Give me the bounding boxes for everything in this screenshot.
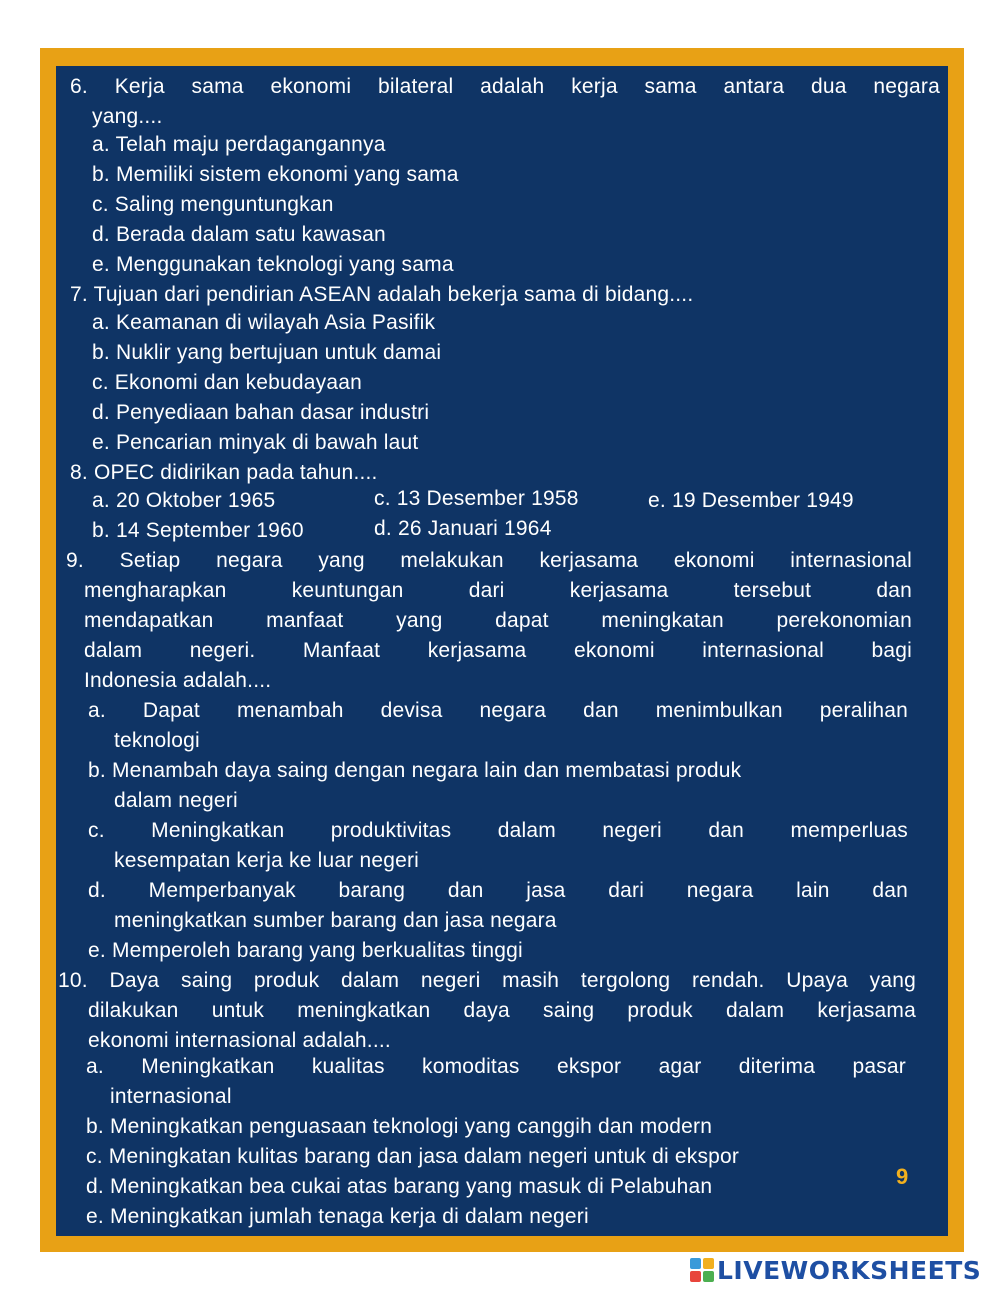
q10-stem-line3: ekonomi internasional adalah.... [88, 1029, 391, 1052]
q10-option-e: e. Meningkatkan jumlah tenaga kerja di dalam negeri [86, 1205, 589, 1228]
q6-option-c: c. Saling menguntungkan [92, 193, 334, 216]
q8-option-c: c. 13 Desember 1958 [374, 487, 579, 510]
q9-stem-line1: 9. Setiap negara yang melakukan kerjasama ekonomi internasional [66, 549, 912, 572]
q10-option-a-line1: a. Meningkatkan kualitas komoditas ekspor agar diterima pasar [86, 1055, 906, 1078]
q10-option-a-line2: internasional [110, 1085, 232, 1108]
q9-option-c-line1: c. Meningkatkan produktivitas dalam negeri dan memperluas [88, 819, 908, 842]
logo-text: LIVEWORKSHEETS [717, 1255, 982, 1285]
q10-option-c: c. Meningkatan kulitas barang dan jasa dalam negeri untuk di ekspor [86, 1145, 740, 1168]
q7-option-a: a. Keamanan di wilayah Asia Pasifik [92, 311, 436, 334]
q9-option-a-line2: teknologi [114, 729, 200, 752]
q8-stem: 8. OPEC didirikan pada tahun.... [70, 461, 378, 484]
q9-stem-line2: mengharapkan keuntungan dari kerjasama tersebut dan [84, 579, 912, 602]
q9-stem-line3: mendapatkan manfaat yang dapat meningkatan perekonomian [84, 609, 912, 632]
q7-option-d: d. Penyediaan bahan dasar industri [92, 401, 430, 424]
q9-option-a-line1: a. Dapat menambah devisa negara dan menimbulkan peralihan [88, 699, 908, 722]
q9-option-b-line2: dalam negeri [114, 789, 238, 812]
q8-option-e: e. 19 Desember 1949 [648, 489, 854, 512]
q9-stem-line4: dalam negeri. Manfaat kerjasama ekonomi internasional bagi [84, 639, 912, 662]
q7-option-e: e. Pencarian minyak di bawah laut [92, 431, 419, 454]
q10-option-b: b. Meningkatkan penguasaan teknologi yang canggih dan modern [86, 1115, 713, 1138]
q10-stem-line2: dilakukan untuk meningkatkan daya saing produk dalam kerjasama [88, 999, 916, 1022]
q7-option-b: b. Nuklir yang bertujuan untuk damai [92, 341, 442, 364]
question-panel [56, 66, 948, 1236]
q9-option-e: e. Memperoleh barang yang berkualitas tinggi [88, 939, 523, 962]
q6-option-b: b. Memiliki sistem ekonomi yang sama [92, 163, 459, 186]
worksheet-frame [40, 48, 964, 1252]
liveworksheets-logo-icon [690, 1258, 714, 1282]
q9-option-d-line2: meningkatkan sumber barang dan jasa negara [114, 909, 557, 932]
q7-stem: 7. Tujuan dari pendirian ASEAN adalah bekerja sama di bidang.... [70, 283, 694, 306]
q8-option-b: b. 14 September 1960 [92, 519, 304, 542]
q10-stem-line1: 10. Daya saing produk dalam negeri masih tergolong rendah. Upaya yang [58, 969, 916, 992]
q6-stem-line1: 6. Kerja sama ekonomi bilateral adalah kerja sama antara dua negara [70, 75, 940, 98]
q9-stem-line5: Indonesia adalah.... [84, 669, 272, 692]
q7-option-c: c. Ekonomi dan kebudayaan [92, 371, 363, 394]
liveworksheets-logo [690, 1254, 981, 1286]
q9-option-c-line2: kesempatan kerja ke luar negeri [114, 849, 420, 872]
q9-option-b-line1: b. Menambah daya saing dengan negara lain dan membatasi produk [88, 759, 742, 782]
q8-option-d: d. 26 Januari 1964 [374, 517, 552, 540]
q6-stem-line2: yang.... [92, 105, 163, 128]
q6-option-e: e. Menggunakan teknologi yang sama [92, 253, 454, 276]
page-number: 9 [896, 1164, 909, 1189]
q6-option-a: a. Telah maju perdagangannya [92, 133, 386, 156]
q8-option-a: a. 20 Oktober 1965 [92, 489, 276, 512]
q6-option-d: d. Berada dalam satu kawasan [92, 223, 386, 246]
q10-option-d: d. Meningkatkan bea cukai atas barang yang masuk di Pelabuhan [86, 1175, 713, 1198]
q9-option-d-line1: d. Memperbanyak barang dan jasa dari negara lain dan [88, 879, 908, 902]
